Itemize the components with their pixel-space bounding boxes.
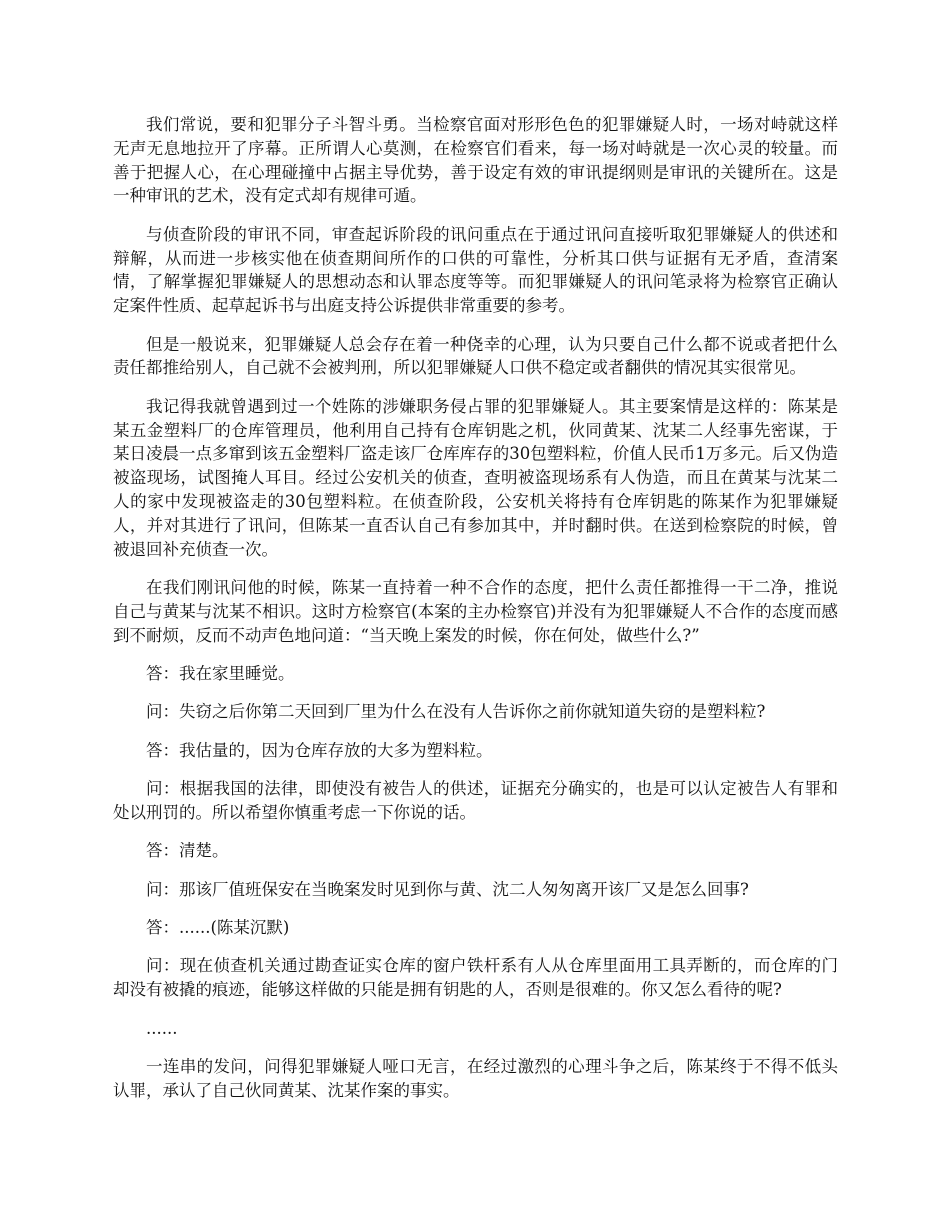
- paragraph-intro: 我们常说，要和犯罪分子斗智斗勇。当检察官面对形形色色的犯罪嫌疑人时，一场对峙就这样无声无息地拉开了序幕。正所谓人心莫测，在检察官们看来，每一场对峙就是一次心灵的较量。而善于把握人心，在心理碰撞中占据主导优势，善于设定有效的审讯提纲则是审讯的关键所在。这是一种审讯的艺术，没有定式却有规律可遁。: [113, 115, 838, 206]
- dialogue-question: 问：现在侦查机关通过勘查证实仓库的窗户铁杆系有人从仓库里面用工具弄断的，而仓库的门却没有被撬的痕迹，能够这样做的只能是拥有钥匙的人，否则是很难的。你又怎么看待的呢?: [113, 956, 838, 1000]
- paragraph-case-facts: 我记得我就曾遇到过一个姓陈的涉嫌职务侵占罪的犯罪嫌疑人。其主要案情是这样的：陈某是某五金塑料厂的仓库管理员，他利用自己持有仓库钥匙之机，伙同黄某、沈某二人经事先密谋，于某日凌晨一点多窜到该五金塑料厂盗走该厂仓库库存的30包塑料粒，价值人民币1万多元。后又伪造被盗现场，试图掩人耳目。经过公安机关的侦查，查明被盗现场系有人伪造，而且在黄某与沈某二人的家中发现被盗走的30包塑料粒。在侦查阶段，公安机关将持有仓库钥匙的陈某作为犯罪嫌疑人，并对其进行了讯问，但陈某一直否认自己有参加其中，并时翻时供。在送到检察院的时候，曾被退回补充侦查一次。: [113, 396, 838, 559]
- dialogue-answer: 答：清楚。: [146, 841, 229, 861]
- dialogue-answer: 答：......(陈某沉默): [146, 918, 290, 938]
- ellipsis-line: ......: [146, 1018, 178, 1038]
- dialogue-question: 问：那该厂值班保安在当晚案发时见到你与黄、沈二人匆匆离开该厂又是怎么回事?: [146, 879, 749, 899]
- dialogue-question: 问：根据我国的法律，即使没有被告人的供述，证据充分确实的，也是可以认定被告人有罪和处以刑罚的。所以希望你慎重考虑一下你说的话。: [113, 779, 838, 822]
- dialogue-answer: 答：我估量的，因为仓库存放的大多为塑料粒。: [146, 740, 493, 760]
- dialogue-answer: 答：我在家里睡觉。: [146, 663, 295, 683]
- document-body: [113, 113, 838, 1117]
- dialogue-question: 问：失窃之后你第二天回到厂里为什么在没有人告诉你之前你就知道失窃的是塑料粒?: [146, 702, 766, 722]
- paragraph-interrogation-start: 在我们刚讯问他的时候，陈某一直持着一种不合作的态度，把什么责任都推得一干二净，推说自己与黄某与沈某不相识。这时方检察官(本案的主办检察官)并没有为犯罪嫌疑人不合作的态度而感到不耐烦，反而不动声色地问道：“当天晚上案发的时候，你在何处，做些什么?”: [113, 577, 838, 645]
- paragraph-conclusion: 一连串的发问，问得犯罪嫌疑人哑口无言，在经过激烈的心理斗争之后，陈某终于不得不低头认罪，承认了自己伙同黄某、沈某作案的事实。: [113, 1057, 838, 1100]
- paragraph-luck-mentality: 但是一般说来，犯罪嫌疑人总会存在着一种侥幸的心理，认为只要自己什么都不说或者把什么责任都推给别人，自己就不会被判刑，所以犯罪嫌疑人口供不稳定或者翻供的情况其实很常见。: [113, 334, 838, 378]
- paragraph-review-stage: 与侦查阶段的审讯不同，审查起诉阶段的讯问重点在于通过讯问直接听取犯罪嫌疑人的供述和辩解，从而进一步核实他在侦查期间所作的口供的可靠性，分析其口供与证据有无矛盾，查清案情，了解掌握犯罪嫌疑人的思想动态和认罪态度等等。而犯罪嫌疑人的讯问笔录将为检察官正确认定案件性质、起草起诉书与出庭支持公诉提供非常重要的参考。: [113, 224, 838, 316]
